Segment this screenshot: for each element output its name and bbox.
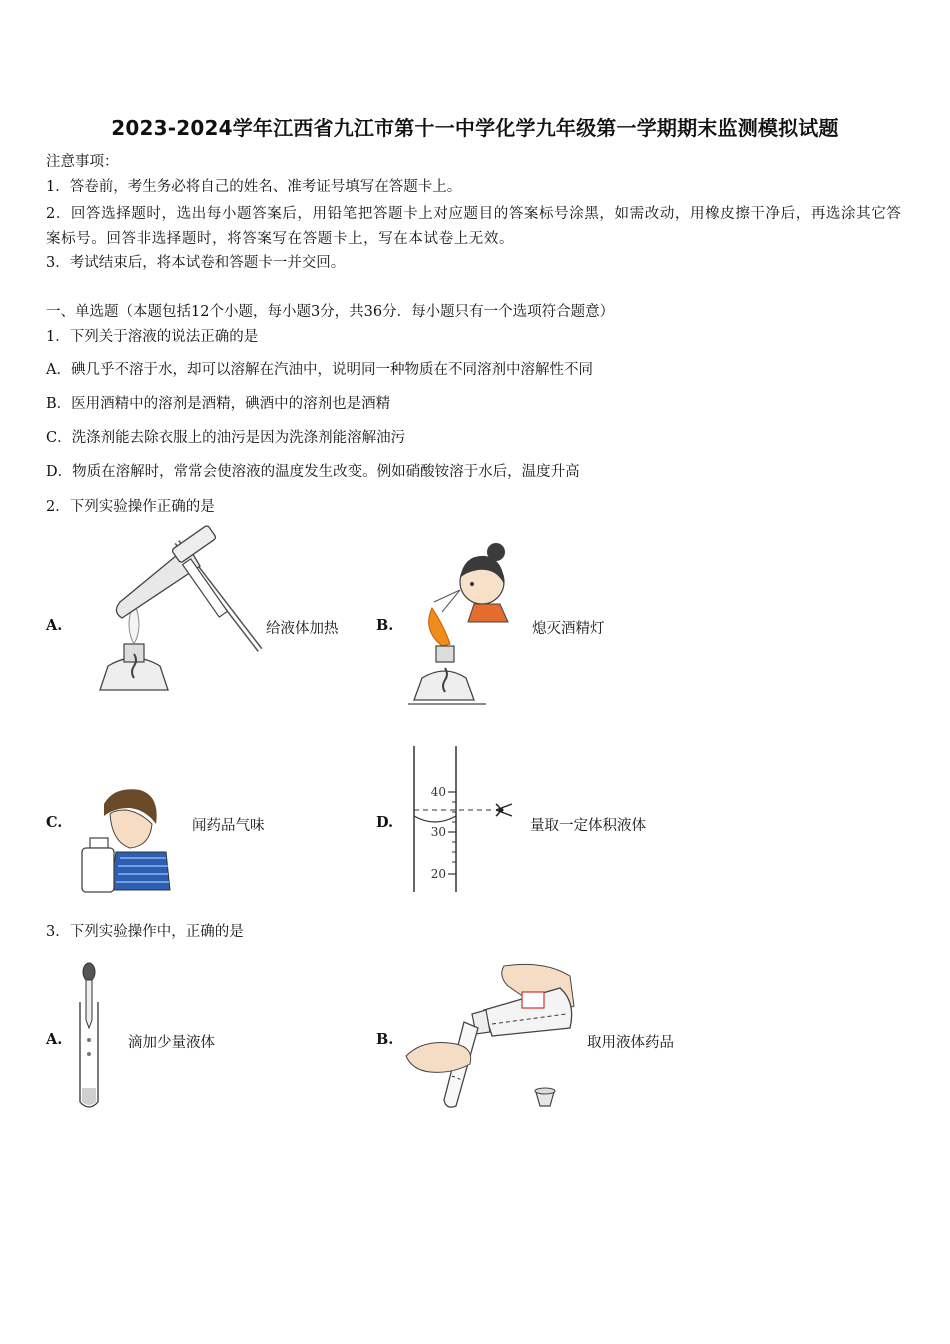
heating-liquid-illustration bbox=[80, 532, 265, 702]
q2-stem: 2．下列实验操作正确的是 bbox=[46, 499, 215, 515]
q2-option-c-caption: 闻药品气味 bbox=[192, 818, 265, 834]
dropper-illustration bbox=[74, 962, 108, 1112]
smell-chemical-illustration bbox=[80, 786, 172, 894]
q2-option-d-letter: D. bbox=[376, 814, 394, 831]
notice-heading: 注意事项： bbox=[46, 154, 119, 170]
page-title: 2023-2024学年江西省九江市第十一中学化学九年级第一学期期末监测模拟试题 bbox=[111, 116, 839, 140]
q3-option-b-caption: 取用液体药品 bbox=[587, 1035, 674, 1051]
pour-liquid-illustration bbox=[404, 962, 584, 1110]
notice-item-2: 2．回答选择题时，选出每小题答案后，用铅笔把答题卡上对应题目的答案标号涂黑，如需改动，用橡皮擦干净后，再选涂其它答案标号。回答非选择题时，将答案写在答题卡上，写在本试卷上无效。 bbox=[46, 206, 902, 247]
q2-option-a-letter: A. bbox=[46, 617, 63, 634]
q3-option-a-letter: A. bbox=[46, 1031, 63, 1048]
q2-option-b-letter: B. bbox=[376, 617, 394, 634]
section-heading: 一、单选题（本题包括12个小题，每小题3分，共36分．每小题只有一个选项符合题意） bbox=[46, 304, 615, 320]
q1-option-d: D．物质在溶解时，常常会使溶液的温度发生改变。例如硝酸铵溶于水后，温度升高 bbox=[46, 464, 580, 480]
q3-stem: 3．下列实验操作中，正确的是 bbox=[46, 924, 244, 940]
graduated-cylinder-illustration bbox=[408, 744, 520, 894]
q3-option-a-caption: 滴加少量液体 bbox=[128, 1035, 215, 1051]
q1-option-c: C．洗涤剂能去除衣服上的油污是因为洗涤剂能溶解油污 bbox=[46, 430, 406, 446]
notice-item-3: 3．考试结束后，将本试卷和答题卡一并交回。 bbox=[46, 255, 346, 271]
q2-option-c-letter: C. bbox=[46, 814, 63, 831]
extinguish-lamp-illustration bbox=[404, 540, 519, 705]
cylinder-tick-30: 30 bbox=[430, 825, 446, 839]
q1-stem: 1．下列关于溶液的说法正确的是 bbox=[46, 329, 259, 345]
q2-option-b-caption: 熄灭酒精灯 bbox=[532, 621, 605, 637]
notice-item-1: 1．答卷前，考生务必将自己的姓名、准考证号填写在答题卡上。 bbox=[46, 179, 462, 195]
cylinder-tick-20: 20 bbox=[430, 867, 446, 881]
q1-option-a: A．碘几乎不溶于水，却可以溶解在汽油中，说明同一种物质在不同溶剂中溶解性不同 bbox=[46, 362, 593, 378]
q1-option-b: B．医用酒精中的溶剂是酒精，碘酒中的溶剂也是酒精 bbox=[46, 396, 391, 412]
q2-option-d-caption: 量取一定体积液体 bbox=[530, 818, 646, 834]
cylinder-tick-40: 40 bbox=[430, 785, 446, 799]
q2-option-a-caption: 给液体加热 bbox=[266, 621, 339, 637]
q3-option-b-letter: B. bbox=[376, 1031, 394, 1048]
